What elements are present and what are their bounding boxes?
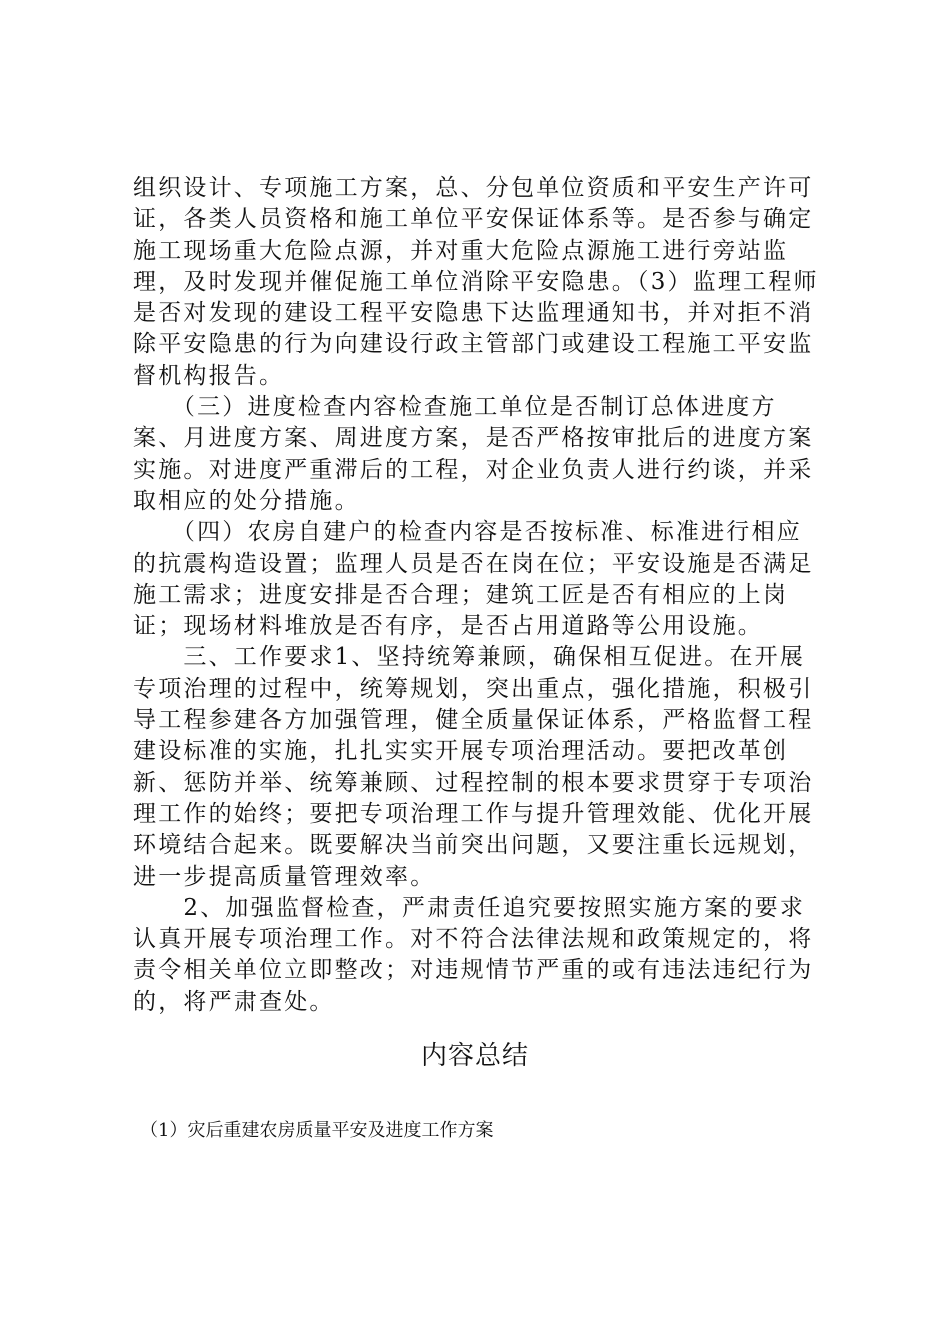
paragraph-supervision-check: 组织设计、专项施工方案，总、分包单位资质和平安生产许可证，各类人员资格和施工单位平安保证体系等。是否参与确定施工现场重大危险点源，并对重大危险点源施工进行旁站监理，及时发现并催促施工单位消除平安隐患。（3）监理工程师是否对发现的建设工程平安隐患下达监理通知书，并对拒不消除平安隐患的行为向建设行政主管部门或建设工程施工平安监督机构报告。 bbox=[133, 175, 819, 389]
paragraph-supervision-accountability: 2、加强监督检查，严肃责任追究要按照实施方案的要求认真开展专项治理工作。对不符合法律法规和政策规定的，将责令相关单位立即整改；对违规情节严重的或有违法违纪行为的，将严肃查处。 bbox=[133, 894, 814, 1015]
paragraph-self-built-check: （四）农房自建户的检查内容是否按标准、标准进行相应的抗震构造设置；监理人员是否在岗在位；平安设施是否满足施工需求；进度安排是否合理；建筑工匠是否有相应的上岗证；现场材料堆放是否有序，是否占用道路等公用设施。 bbox=[133, 519, 814, 640]
paragraph-work-requirements: 三、工作要求1、坚持统筹兼顾，确保相互促进。在开展专项治理的过程中，统筹规划，突出重点，强化措施，积极引导工程参建各方加强管理，健全质量保证体系，严格监督工程建设标准的实施，扎扎实实开展专项治理活动。要把改革创新、惩防并举、统筹兼顾、过程控制的根本要求贯穿于专项治理工作的始终；要把专项治理工作与提升管理效能、优化开展环境结合起来。既要解决当前突出问题，又要注重长远规划，进一步提高质量管理效率。 bbox=[133, 644, 814, 890]
paragraph-progress-check: （三）进度检查内容检查施工单位是否制订总体进度方案、月进度方案、周进度方案，是否严格按审批后的进度方案实施。对进度严重滞后的工程，对企业负责人进行约谈，并采取相应的处分措施。 bbox=[133, 394, 814, 514]
summary-title: 内容总结 bbox=[420, 1041, 529, 1071]
summary-item: （1）灾后重建农房质量平安及进度工作方案 bbox=[140, 1120, 494, 1141]
body-text bbox=[133, 173, 823, 1018]
